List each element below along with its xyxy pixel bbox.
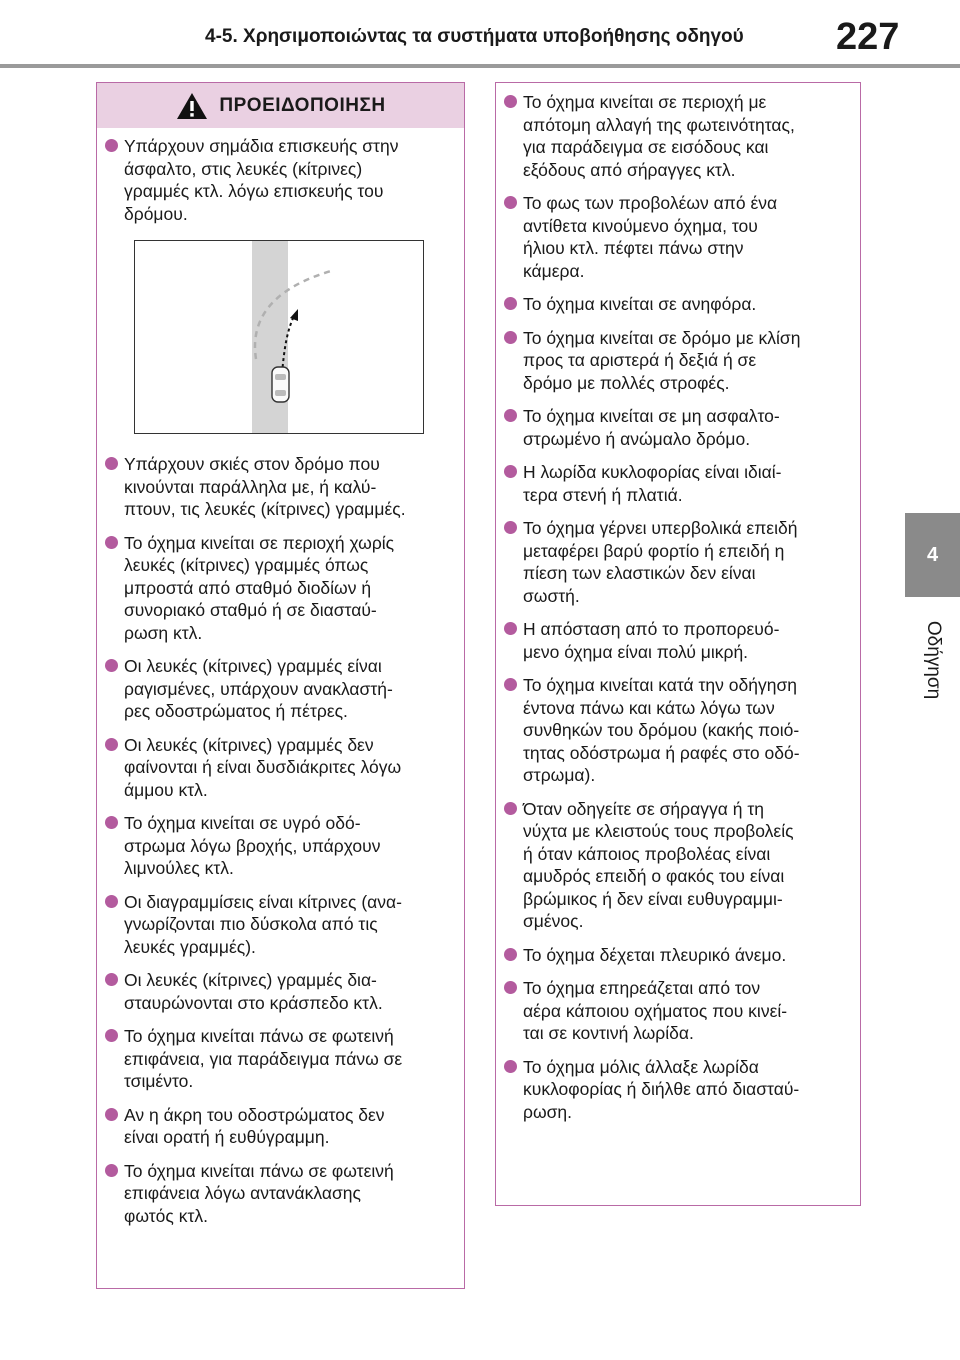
list-item: Οι λευκές (κίτρινες) γραμμές δια- σταυρώνονται στο κράσπεδο κτλ. bbox=[97, 969, 464, 1014]
list-item: Οι λευκές (κίτρινες) γραμμές δεν φαίνονται ή είναι δυσδιάκριτες λόγω άμμου κτλ. bbox=[97, 734, 464, 802]
car-icon bbox=[272, 367, 289, 402]
list-item: Το όχημα κινείται σε περιοχή με απότομη αλλαγή της φωτεινότητας, για παράδειγμα σε εισόδους και εξόδους από σήραγγες κτλ. bbox=[496, 91, 860, 181]
warning-box-continued bbox=[495, 82, 861, 1206]
list-item: Το όχημα επηρεάζεται από τον αέρα κάποιου οχήματος που κινεί- ται σε κοντινή λωρίδα. bbox=[496, 977, 860, 1045]
chapter-tab[interactable]: 4 bbox=[905, 513, 960, 597]
list-item: Υπάρχουν σκιές στον δρόμο που κινούνται παράλληλα με, ή καλύ- πτουν, τις λευκές (κίτρινες) γραμμές. bbox=[97, 453, 464, 521]
list-item: Η λωρίδα κυκλοφορίας είναι ιδιαί- τερα στενή ή πλατιά. bbox=[496, 461, 860, 506]
list-item: Το όχημα κινείται σε περιοχή χωρίς λευκές (κίτρινες) γραμμές όπως μπροστά από σταθμό διοδίων ή συνοριακό σταθμό ή σε διασταύ- ρωση κτλ. bbox=[97, 532, 464, 645]
lane-repair-strip bbox=[252, 241, 288, 434]
chapter-label: Οδήγηση bbox=[923, 620, 944, 700]
list-item: Το όχημα κινείται κατά την οδήγηση έντονα πάνω και κάτω λόγω των συνθηκών του δρόμου (κακής ποιό- τητας οδόστρωμα ή ραφές στο οδό- στρωμα). bbox=[496, 674, 860, 787]
list-item: Υπάρχουν σημάδια επισκευής στην άσφαλτο, στις λευκές (κίτρινες) γραμμές κτλ. λόγω επισκευής του δρόμου. bbox=[97, 135, 464, 225]
list-item: Αν η άκρη του οδοστρώματος δεν είναι ορατή ή ευθύγραμμη. bbox=[97, 1104, 464, 1149]
list-item: Όταν οδηγείτε σε σήραγγα ή τη νύχτα με κλειστούς τους προβολείς ή όταν κάποιος προβολέας είναι αμυδρός επειδή ο φακός του είναι βρώμικος ή δεν είναι ευθυγραμμι- σμένος. bbox=[496, 798, 860, 933]
list-item: Το όχημα κινείται πάνω σε φωτεινή επιφάνεια, για παράδειγμα πάνω σε τσιμέντο. bbox=[97, 1025, 464, 1093]
list-item: Η απόσταση από το προπορευό- μενο όχημα είναι πολύ μικρή. bbox=[496, 618, 860, 663]
list-item: Το όχημα κινείται σε ανηφόρα. bbox=[496, 293, 860, 316]
warning-triangle-icon bbox=[175, 91, 209, 121]
list-item: Το όχημα δέχεται πλευρικό άνεμο. bbox=[496, 944, 860, 967]
left-list-top bbox=[97, 135, 464, 236]
list-item: Το όχημα μόλις άλλαξε λωρίδα κυκλοφορίας ή διήλθε από διασταύ- ρωση. bbox=[496, 1056, 860, 1124]
arrow-head-icon bbox=[290, 309, 298, 321]
list-item: Το όχημα κινείται σε μη ασφαλτο- στρωμένο ή ανώμαλο δρόμο. bbox=[496, 405, 860, 450]
list-item: Το όχημα γέρνει υπερβολικά επειδή μεταφέρει βαρύ φορτίο ή επειδή η πίεση των ελαστικών δεν είναι σωστή. bbox=[496, 517, 860, 607]
header-divider bbox=[0, 64, 960, 68]
warning-box bbox=[96, 82, 465, 1289]
list-item: Το όχημα κινείται σε δρόμο με κλίση προς τα αριστερά ή δεξιά ή σε δρόμο με πολλές στροφές. bbox=[496, 327, 860, 395]
page-number: 227 bbox=[836, 16, 900, 58]
left-list-rest bbox=[97, 453, 464, 1238]
list-item: Το όχημα κινείται σε υγρό οδό- στρωμα λόγω βροχής, υπάρχουν λιμνούλες κτλ. bbox=[97, 812, 464, 880]
list-item: Οι διαγραμμίσεις είναι κίτρινες (ανα- γνωρίζονται πιο δύσκολα από τις λευκές γραμμές). bbox=[97, 891, 464, 959]
list-item: Οι λευκές (κίτρινες) γραμμές είναι ραγισμένες, υπάρχουν ανακλαστή- ρες οδοστρώματος ή πέτρες. bbox=[97, 655, 464, 723]
list-item: Το φως των προβολέων από ένα αντίθετα κινούμενο όχημα, του ήλιου κτλ. πέφτει πάνω στην κάμερα. bbox=[496, 192, 860, 282]
warning-header bbox=[97, 83, 464, 128]
lane-diagram-svg bbox=[135, 241, 424, 434]
warning-title: ΠΡΟΕΙΔΟΠΟΙΗΣΗ bbox=[219, 94, 386, 116]
lane-illustration bbox=[134, 240, 424, 434]
chapter-label-wrap bbox=[908, 605, 958, 715]
list-item: Το όχημα κινείται πάνω σε φωτεινή επιφάνεια λόγω αντανάκλασης φωτός κτλ. bbox=[97, 1160, 464, 1228]
right-list bbox=[496, 91, 860, 1134]
page-header-title: 4-5. Χρησιμοποιώντας τα συστήματα υποβοήθησης οδηγού bbox=[205, 26, 744, 47]
